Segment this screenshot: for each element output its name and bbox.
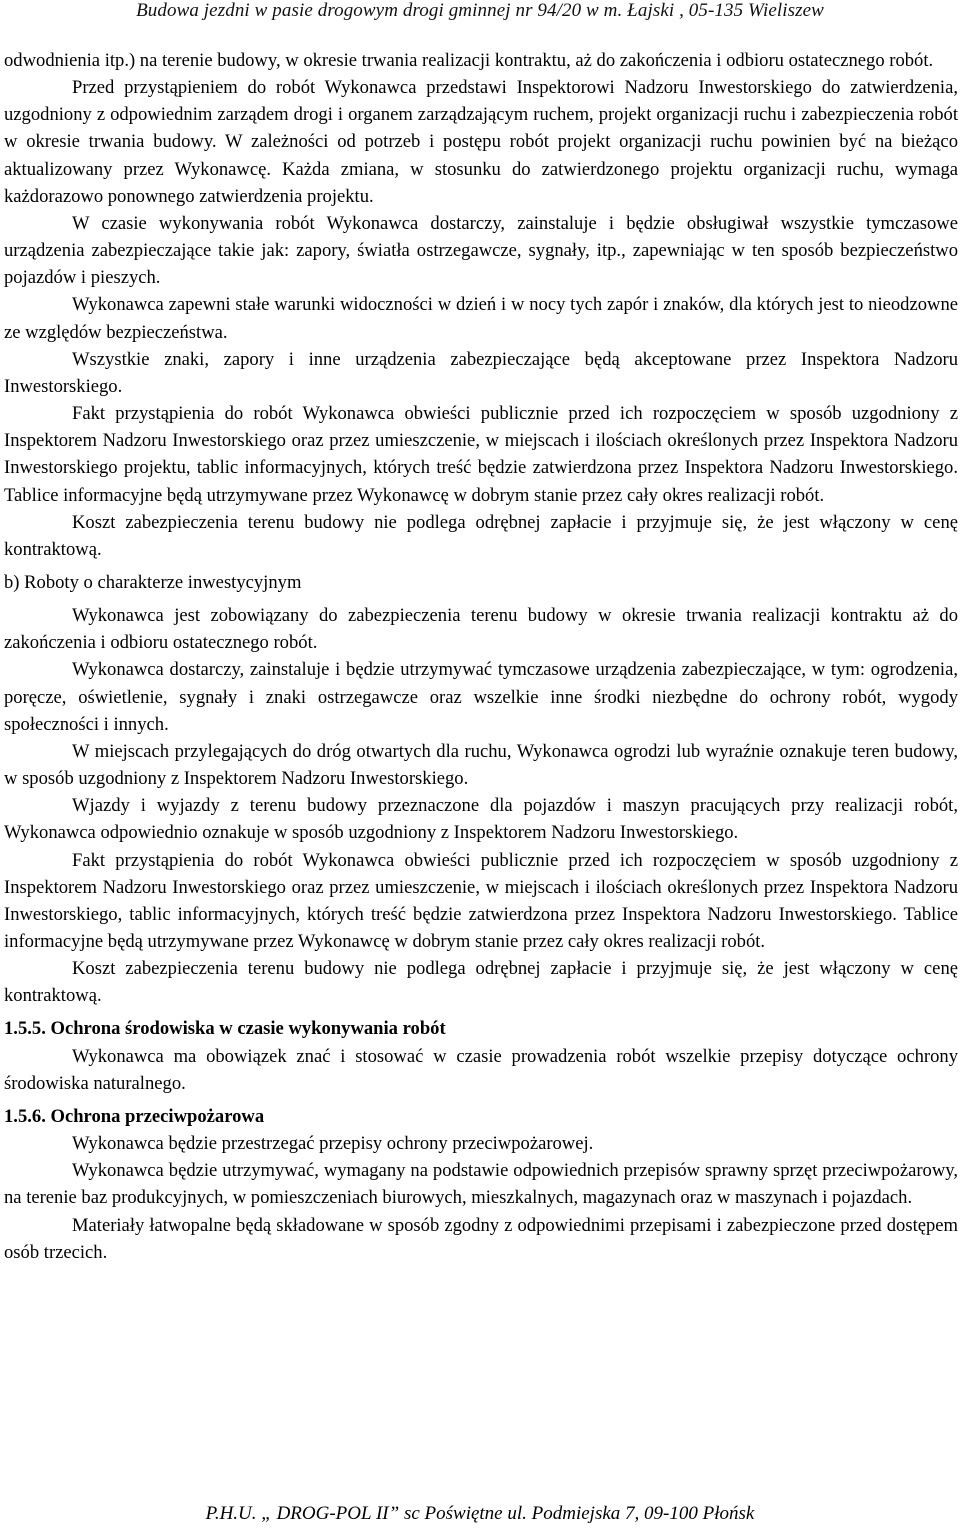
section-title: Ochrona przeciwpożarowa — [50, 1105, 265, 1127]
paragraph: Wykonawca ma obowiązek znać i stosować w czasie prowadzenia robót wszelkie przepisy dotyczące ochrony środowiska naturalnego. — [4, 1045, 958, 1094]
paragraph: Wykonawca dostarczy, zainstaluje i będzie utrzymywać tymczasowe urządzenia zabezpieczające, w tym: ogrodzenia, poręcze, oświetlenie, sygnały i znaki ostrzegawcze oraz wszelkie inne środki niezbędne do ochrony robót, wygody społeczności i innych. — [4, 659, 958, 735]
paragraph: Materiały łatwopalne będą składowane w sposób zgodny z odpowiednimi przepisami i zabezpieczone przed dostępem osób trzecich. — [4, 1214, 958, 1263]
paragraph: W miejscach przylegających do dróg otwartych dla ruchu, Wykonawca ogrodzi lub wyraźnie oznakuje teren budowy, w sposób uzgodniony z Inspektorem Nadzoru Inwestorskiego. — [4, 740, 958, 790]
page-header: Budowa jezdni w pasie drogowym drogi gminnej nr 94/20 w m. Łajski , 05-135 Wieliszew — [136, 0, 824, 21]
page-footer: P.H.U. „ DROG-POL II” sc Poświętne ul. Podmiejska 7, 09-100 Płońsk — [205, 1503, 755, 1524]
paragraph: Wszystkie znaki, zapory i inne urządzenia zabezpieczające będą akceptowane przez Inspektora Nadzoru Inwestorskiego. — [4, 348, 958, 397]
paragraph: Przed przystąpieniem do robót Wykonawca przedstawi Inspektorowi Nadzoru Inwestorskiego do zatwierdzenia, uzgodniony z odpowiednim zarządem drogi i organem zarządzającym ruchem, projekt organizacji ruchu i zabezpieczenia robót w okresie trwania budowy. W zależności od potrzeb i postępu robót projekt organizacji ruchu powinien być na bieżąco aktualizowany przez Wykonawcę. Każda zmiana, w stosunku do zatwierdzonego projektu organizacji ruchu, wymaga każdorazowo ponownego zatwierdzenia projektu. — [4, 77, 958, 207]
document-body — [4, 47, 958, 1266]
paragraph: Koszt zabezpieczenia terenu budowy nie podlega odrębnej zapłacie i przyjmuje się, że jest włączony w cenę kontraktową. — [4, 958, 958, 1007]
subheading-b: b) Roboty o charakterze inwestycyjnym — [4, 571, 302, 593]
paragraph: Fakt przystąpienia do robót Wykonawca obwieści publicznie przed ich rozpoczęciem w sposób uzgodniony z Inspektorem Nadzoru Inwestorskiego oraz przez umieszczenie, w miejscach i ilościach określonych przez Inspektora Nadzoru Inwestorskiego projektu, tablic informacyjnych, których treść będzie zatwierdzona przez Inspektora Nadzoru Inwestorskiego. Tablice informacyjne będą utrzymywane przez Wykonawcę w dobrym stanie przez cały okres realizacji robót. — [4, 403, 958, 506]
paragraph: odwodnienia itp.) na terenie budowy, w okresie trwania realizacji kontraktu, aż do zakończenia i odbioru ostatecznego robót. — [4, 50, 934, 71]
section-number: 1.5.5. — [4, 1018, 46, 1040]
section-heading-1-5-5 — [4, 1015, 958, 1042]
paragraph: Fakt przystąpienia do robót Wykonawca obwieści publicznie przed ich rozpoczęciem w sposób uzgodniony z Inspektorem Nadzoru Inwestorskiego oraz przez umieszczenie, w miejscach i ilościach określonych przez Inspektora Nadzoru Inwestorskiego, tablic informacyjnych, których treść będzie zatwierdzona przez Inspektora Nadzoru Inwestorskiego. Tablice informacyjne będą utrzymywane przez Wykonawcę w dobrym stanie przez cały okres realizacji robót. — [4, 849, 958, 952]
paragraph: Wykonawca zapewni stałe warunki widoczności w dzień i w nocy tych zapór i znaków, dla których jest to nieodzowne ze względów bezpieczeństwa. — [4, 294, 958, 343]
paragraph: W czasie wykonywania robót Wykonawca dostarczy, zainstaluje i będzie obsługiwał wszystkie tymczasowe urządzenia zabezpieczające takie jak: zapory, światła ostrzegawcze, sygnały, itp., zapewniając w ten sposób bezpieczeństwo pojazdów i pieszych. — [4, 212, 958, 289]
paragraph: Wykonawca będzie utrzymywać, wymagany na podstawie odpowiednich przepisów sprawny sprzęt przeciwpożarowy, na terenie baz produkcyjnych, w pomieszczeniach biurowych, mieszkalnych, magazynach oraz w maszynach i pojazdach. — [4, 1160, 958, 1209]
paragraph: Wjazdy i wyjazdy z terenu budowy przeznaczone dla pojazdów i maszyn pracujących przy realizacji robót, Wykonawca odpowiednio oznakuje w sposób uzgodniony z Inspektorem Nadzoru Inwestorskiego. — [4, 795, 958, 844]
section-title: Ochrona środowiska w czasie wykonywania robót — [50, 1018, 446, 1040]
paragraph: Wykonawca będzie przestrzegać przepisy ochrony przeciwpożarowej. — [72, 1133, 594, 1155]
paragraph: Koszt zabezpieczenia terenu budowy nie podlega odrębnej zapłacie i przyjmuje się, że jest włączony w cenę kontraktową. — [4, 511, 958, 560]
section-number: 1.5.6. — [4, 1105, 46, 1127]
paragraph: Wykonawca jest zobowiązany do zabezpieczenia terenu budowy w okresie trwania realizacji kontraktu aż do zakończenia i odbioru ostatecznego robót. — [4, 605, 958, 654]
section-heading-1-5-6 — [4, 1103, 958, 1130]
